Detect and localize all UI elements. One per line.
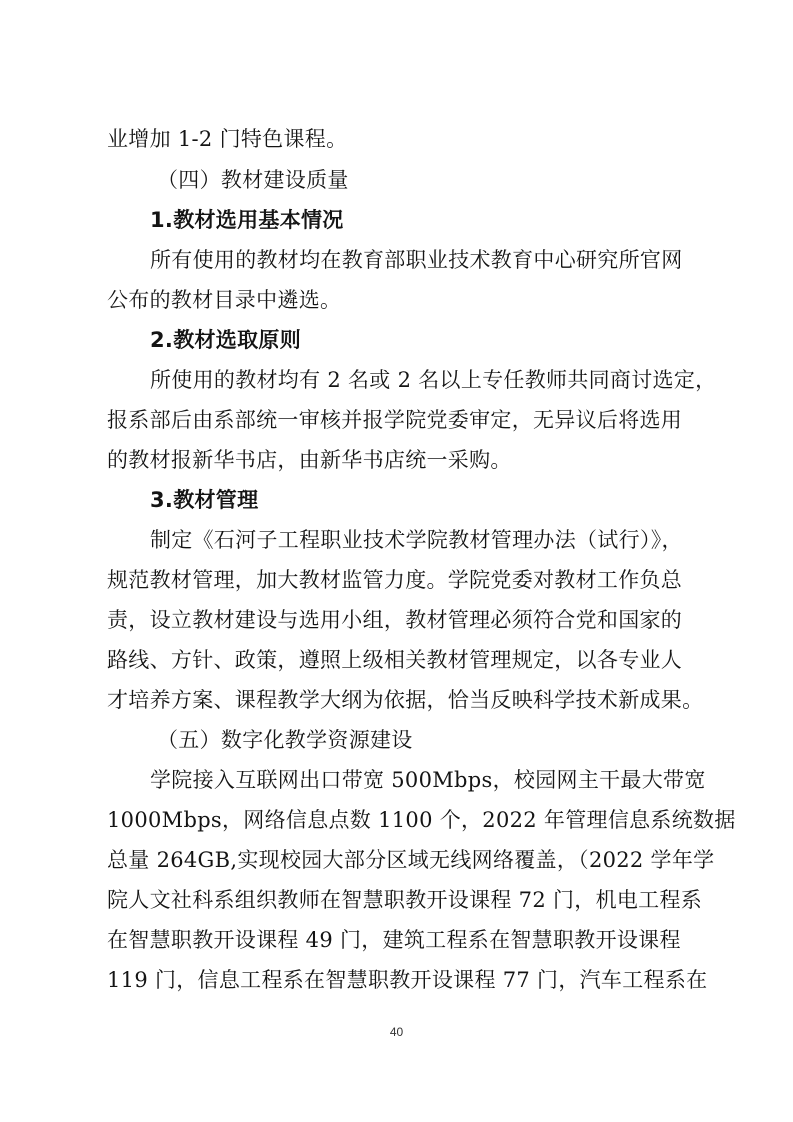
body-text-line: 院人文社科系组织教师在智慧职教开设课程 72 门，机电工程系 <box>107 888 703 912</box>
subheading-2: 2.教材选取原则 <box>150 328 301 352</box>
body-text-line: 119 门，信息工程系在智慧职教开设课程 77 门，汽车工程系在 <box>107 968 708 992</box>
section-heading-4: （四）教材建设质量 <box>157 168 349 192</box>
body-text-line: 规范教材管理，加大教材监管力度。学院党委对教材工作负总 <box>107 568 683 592</box>
body-text-line: 所使用的教材均有 2 名或 2 名以上专任教师共同商讨选定， <box>150 368 717 392</box>
body-text-line: 报系部后由系部统一审核并报学院党委审定，无异议后将选用 <box>107 408 683 432</box>
body-text-line: 1000Mbps，网络信息点数 1100 个，2022 年管理信息系统数据 <box>107 808 736 832</box>
subheading-1: 1.教材选用基本情况 <box>150 208 344 232</box>
body-text-line: 路线、方针、政策，遵照上级相关教材管理规定，以各专业人 <box>107 648 683 672</box>
body-text-line: 制定《石河子工程职业技术学院教材管理办法（试行）》， <box>150 528 683 552</box>
body-text-line: 所有使用的教材均在教育部职业技术教育中心研究所官网 <box>150 248 683 272</box>
subheading-3: 3.教材管理 <box>150 488 259 512</box>
page-number: 40 <box>389 1025 404 1039</box>
section-heading-5: （五）数字化教学资源建设 <box>157 728 413 752</box>
body-text-line: 学院接入互联网出口带宽 500Mbps，校园网主干最大带宽 <box>150 768 706 792</box>
body-text-line: 的教材报新华书店，由新华书店统一采购。 <box>107 448 512 472</box>
body-text-line: 责，设立教材建设与选用小组，教材管理必须符合党和国家的 <box>107 608 683 632</box>
body-text-line: 公布的教材目录中遴选。 <box>107 288 342 312</box>
body-text-line: 才培养方案、课程教学大纲为依据，恰当反映科学技术新成果。 <box>107 688 704 712</box>
body-text-line: 在智慧职教开设课程 49 门，建筑工程系在智慧职教开设课程 <box>107 928 681 952</box>
body-text-line: 业增加 1-2 门特色课程。 <box>107 127 348 151</box>
body-text-line: 总量 264GB,实现校园大部分区域无线网络覆盖，（2022 学年学 <box>107 848 715 872</box>
